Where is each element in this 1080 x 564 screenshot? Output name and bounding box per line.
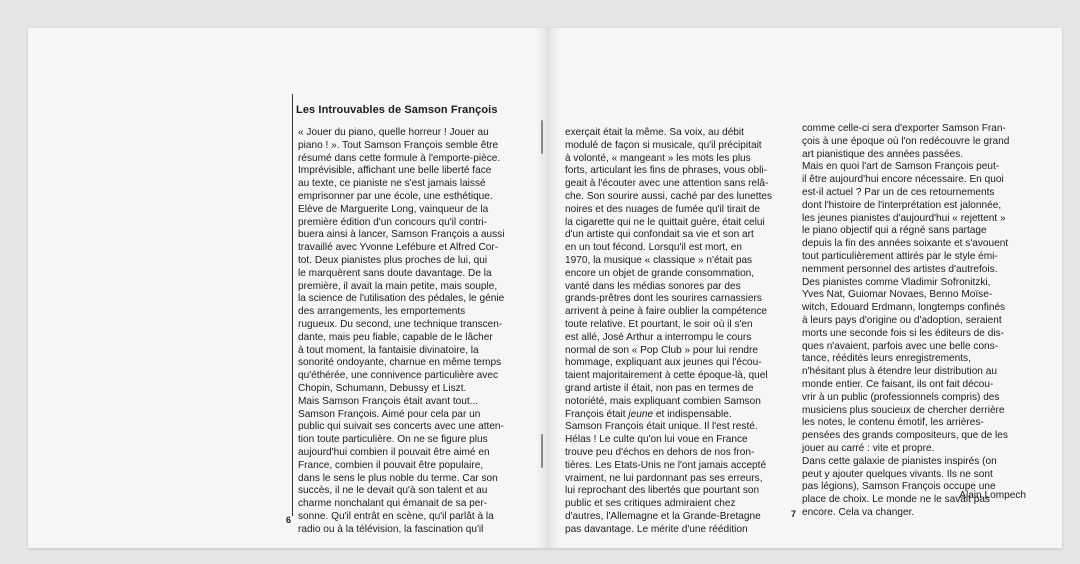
text-line: est-il actuel ? Par un de ces retournements: [802, 186, 995, 198]
text-line: forts, articulant les fins de phrases, vous obli-: [565, 165, 767, 177]
text-line: çois à une époque où l'on redécouvre le grand: [802, 135, 1010, 147]
text-line: tion toute particulière. On ne se figure plus: [298, 434, 488, 446]
text-line: à tout moment, la fantaisie divinatoire, la: [298, 344, 479, 356]
text-line: François était jeune et indispensable.: [565, 408, 732, 420]
booklet-fold: [536, 28, 560, 548]
text-line: geait à l'écouter avec une attention sans relâ-: [565, 178, 769, 190]
text-line: dans le sens le plus noble du terme. Car son: [298, 472, 498, 484]
text-line: encore un objet de grande consommation,: [565, 267, 755, 279]
page-title: Les Introuvables de Samson François: [296, 104, 498, 116]
text-line: charme nonchalant qui émanait de sa per-: [298, 498, 488, 510]
text-line: succès, il ne le devait qu'à son talent et au: [298, 485, 488, 497]
text-line: hommage, expliquant aux jeunes qui l'écou-: [565, 357, 762, 369]
text-line: les notes, le contenu émotif, les arrières-: [802, 417, 984, 429]
staple-bottom: [541, 434, 543, 468]
text-line: Hélas ! Le culte qu'on lui voue en France: [565, 434, 748, 446]
text-line: musiciens plus soucieux de chercher derrière: [802, 404, 1005, 416]
text-line: sonne. Qu'il entrât en scène, qu'il parlât à la: [298, 510, 494, 522]
text-line: Chopin, Schumann, Debussy et Liszt.: [298, 382, 467, 394]
text-line: est allé, José Arthur a interrompu le cours: [565, 331, 752, 343]
text-line: normal de son « Pop Club » pour lui rendre: [565, 344, 759, 356]
text-line: tot. Deux pianistes plus proches de lui, qui: [298, 254, 488, 266]
booklet: [28, 28, 1062, 548]
page-number-right: 7: [791, 509, 797, 519]
text-line: Des pianistes comme Vladimir Sofronitzki,: [802, 276, 991, 288]
text-line: 1970, la musique « classique » n'était pas: [565, 254, 753, 266]
text-line: grands-prêtres dont les sourires carnassiers: [565, 293, 762, 305]
text-line: emprisonner par une école, une esthétique.: [298, 190, 493, 202]
text-line: tières. Les Etats-Unis ne l'ont jamais accepté: [565, 459, 767, 471]
text-line: Yves Nat, Guiomar Novaes, Benno Moïse-: [802, 289, 993, 301]
text-line: ques n'avaient, parfois avec une belle cons-: [802, 340, 999, 352]
text-line: tance, réédités leurs enregistrements,: [802, 353, 971, 365]
text-line: toute relative. Et pourtant, le soir où il s'en: [565, 318, 753, 330]
text-line: pensées des grands compositeurs, que de les: [802, 430, 1008, 442]
text-line: des arrangements, les emportements: [298, 306, 466, 318]
text-line: les jeunes pianistes d'aujourd'hui « rejettent »: [802, 212, 1006, 224]
text-line: trouve peu d'échos en dehors de nos fron-: [565, 446, 755, 458]
text-line: notoriété, mais expliquant combien Samson: [565, 395, 761, 407]
text-line: pas davantage. Le mérite d'une réédition: [565, 523, 748, 535]
text-column-2: [565, 127, 772, 537]
text-column-1: [298, 127, 504, 537]
text-line: vrir à un public (professionnels compris) des: [802, 391, 1000, 403]
text-line: morts une seconde fois si les éditeurs de dis-: [802, 327, 1004, 339]
text-line: travaillé avec Yvonne Lefébure et Alfred Cor-: [298, 242, 499, 254]
text-line: lui reprochant des libertés que pourtant son: [565, 485, 760, 497]
text-line: che. Son sourire aussi, caché par des lunettes: [565, 190, 773, 202]
text-line: peut y ajouter quelques vivants. Ils ne sont: [802, 468, 993, 480]
text-line: la science de l'utilisation des pédales, le génie: [298, 293, 505, 305]
text-line: rugueux. Du second, une technique transcen-: [298, 318, 503, 330]
text-line: à leurs pays d'origine ou d'adoption, seraient: [802, 314, 1002, 326]
text-line: depuis la fin des années soixante et s'avouent: [802, 238, 1009, 250]
text-line: taient majoritairement à cette époque-là, quel: [565, 370, 768, 382]
text-line: dante, mais peu fiable, capable de le lâcher: [298, 331, 493, 343]
text-line: la cigarette qui ne le quittait guère, était celui: [565, 216, 765, 228]
author-signature: Alain Lompech: [959, 490, 1026, 501]
text-line: buera ainsi à lancer, Samson François a aussi: [298, 229, 505, 241]
page-number-left: 6: [286, 515, 292, 525]
text-line: noires et des nuages de fumée qu'il tirait de: [565, 203, 760, 215]
text-line: art pianistique des années passées.: [802, 148, 964, 160]
text-line: première édition d'un concours qu'il contri-: [298, 216, 488, 228]
text-line: « Jouer du piano, quelle horreur ! Jouer au: [298, 127, 489, 138]
text-column-3: [802, 123, 1009, 520]
text-line: sonorité ondoyante, charnue en même temps: [298, 357, 502, 369]
text-line: jouer au carré : vite et propre.: [802, 442, 935, 454]
text-line: France, combien il pouvait être populaire,: [298, 459, 484, 471]
text-line: au texte, ce pianiste ne s'est jamais laissé: [298, 178, 486, 190]
text-line: radio ou à la télévision, la fascination qu'il: [298, 523, 484, 535]
left-margin-rule: [292, 94, 293, 516]
text-line: le marquèrent sans doute davantage. De la: [298, 267, 492, 279]
text-line: vanté dans les médias sonores par des: [565, 280, 741, 292]
text-line: public et ses critiques admiraient chez: [565, 498, 736, 510]
text-line: place de choix. Le monde ne le savait pas: [802, 494, 990, 506]
text-line: vraiment, ne lui pardonnant pas ses erreurs,: [565, 472, 763, 484]
text-line: Elève de Marguerite Long, vainqueur de la: [298, 203, 489, 215]
text-line: à volonté, « mangeant » les mots les plus: [565, 152, 751, 164]
text-line: public qui suivait ses concerts avec une atten-: [298, 421, 504, 433]
text-line: nemment personnel des artistes d'autrefois.: [802, 263, 998, 275]
text-line: le piano objectif qui a régné sans partage: [802, 225, 987, 237]
text-line: en un tout fécond. Lorsqu'il est mort, en: [565, 242, 742, 254]
text-line: d'un artiste qui confondait sa vie et son art: [565, 229, 754, 241]
text-line: n'hésitant plus à étendre leur distribution au: [802, 366, 997, 378]
text-line: piano ! ». Tout Samson François semble être: [298, 139, 499, 151]
staple-top: [541, 120, 543, 154]
text-line: Mais en quoi l'art de Samson François peut-: [802, 161, 1000, 173]
text-line: arrivent à peine à faire oublier la compétence: [565, 306, 767, 318]
text-line: modulé de façon si musicale, qu'il précipitait: [565, 139, 762, 151]
text-line: Samson François. Aimé pour cela par un: [298, 408, 481, 420]
text-line: exerçait était la même. Sa voix, au débit: [565, 127, 744, 138]
text-line: d'autres, l'Allemagne et la Grande-Bretagne: [565, 510, 761, 522]
text-line: Imprévisible, affichant une belle liberté face: [298, 165, 492, 177]
text-line: comme celle-ci sera d'exporter Samson Fran-: [802, 123, 1006, 134]
text-line: qu'éthérée, une connivence particulière avec: [298, 370, 499, 382]
text-line: pas légions), Samson François occupe une: [802, 481, 996, 493]
text-line: Samson François était unique. Il l'est resté.: [565, 421, 758, 433]
text-line: il être aujourd'hui encore nécessaire. En quoi: [802, 174, 1004, 186]
text-line: tout particulièrement attirés par le style émi-: [802, 250, 998, 262]
text-line: Dans cette galaxie de pianistes inspirés (on: [802, 455, 997, 467]
text-line: grand artiste il était, non pas en termes de: [565, 382, 754, 394]
text-line: aujourd'hui combien il pouvait être aimé en: [298, 446, 490, 458]
text-line: première, il avait la main petite, mais souple,: [298, 280, 498, 292]
text-line: résumé dans cette formule à l'emporte-pièce.: [298, 152, 501, 164]
text-line: monde entier. Ce faisant, ils ont fait décou-: [802, 378, 994, 390]
text-line: encore. Cela va changer.: [802, 506, 915, 518]
text-line: dont l'histoire de l'interprétation est jalonnée,: [802, 199, 1002, 211]
text-line: witch, Edouard Erdmann, longtemps confinés: [802, 302, 1006, 314]
text-line: Mais Samson François était avant tout...: [298, 395, 479, 407]
